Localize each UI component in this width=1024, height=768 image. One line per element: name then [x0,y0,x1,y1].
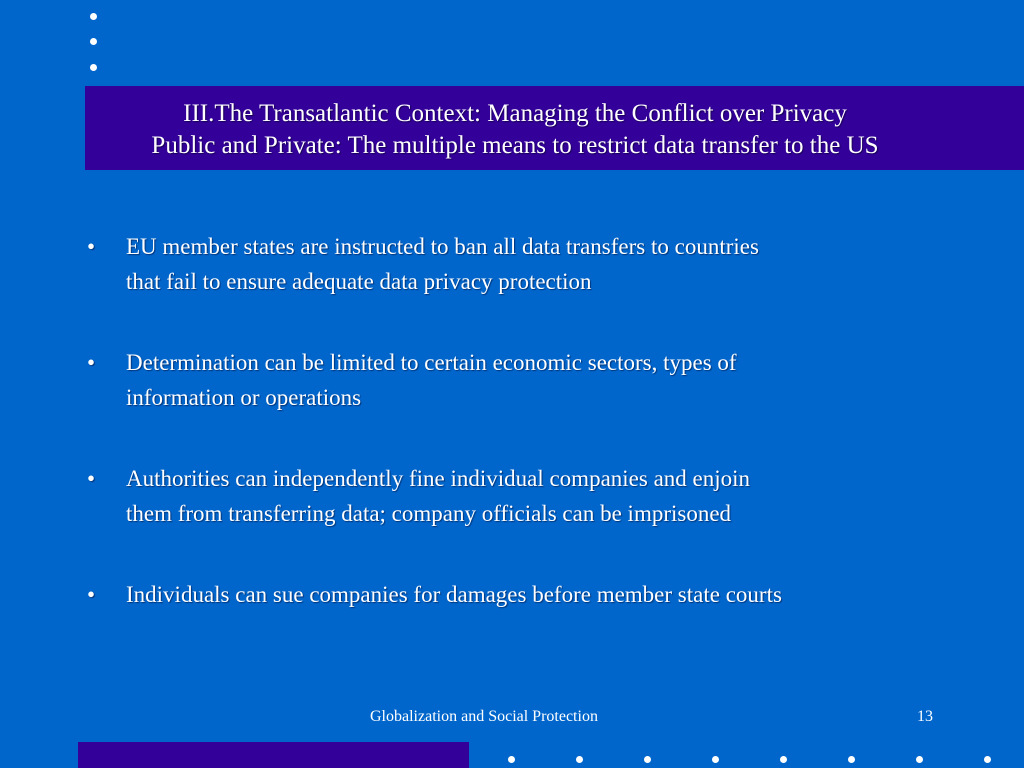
decor-dot-top-2 [90,38,97,45]
decor-dot-top-3 [90,64,97,71]
bullet-list [87,229,967,658]
bullet-line: information or operations [126,385,362,410]
bullet-glyph: • [87,350,96,375]
bullet-item-4 [87,577,967,612]
slide-title-line-1: III.The Transatlantic Context: Managing the Conflict over Privacy [183,100,847,127]
decor-dot-bottom-5 [780,756,787,763]
decor-dot-bottom-8 [984,756,991,763]
bullet-item-1 [87,229,967,299]
decor-dot-bottom-6 [848,756,855,763]
bullet-glyph: • [87,234,96,259]
bullet-line: Individuals can sue companies for damages before member state courts [126,582,782,607]
decor-dot-bottom-1 [508,756,515,763]
bullet-glyph: • [87,582,96,607]
slide-title [85,98,945,162]
bullet-line: that fail to ensure adequate data privacy protection [126,269,592,294]
bullet-line: Determination can be limited to certain economic sectors, types of [126,350,737,375]
decor-dot-bottom-2 [576,756,583,763]
bullet-line: Authorities can independently fine individual companies and enjoin [126,466,751,491]
decor-dot-bottom-4 [712,756,719,763]
slide-title-line-2: Public and Private: The multiple means to restrict data transfer to the US [151,132,879,159]
bullet-item-3 [87,461,967,531]
footer-title: Globalization and Social Protection [370,708,598,725]
page-number: 13 [917,708,933,725]
bullet-line: them from transferring data; company officials can be imprisoned [126,501,732,526]
bullet-glyph: • [87,466,96,491]
bottom-band [78,742,469,768]
bullet-line: EU member states are instructed to ban all data transfers to countries [126,234,759,259]
decor-dot-top-1 [90,13,97,20]
decor-dot-bottom-7 [916,756,923,763]
bullet-item-2 [87,345,967,415]
decor-dot-bottom-3 [644,756,651,763]
